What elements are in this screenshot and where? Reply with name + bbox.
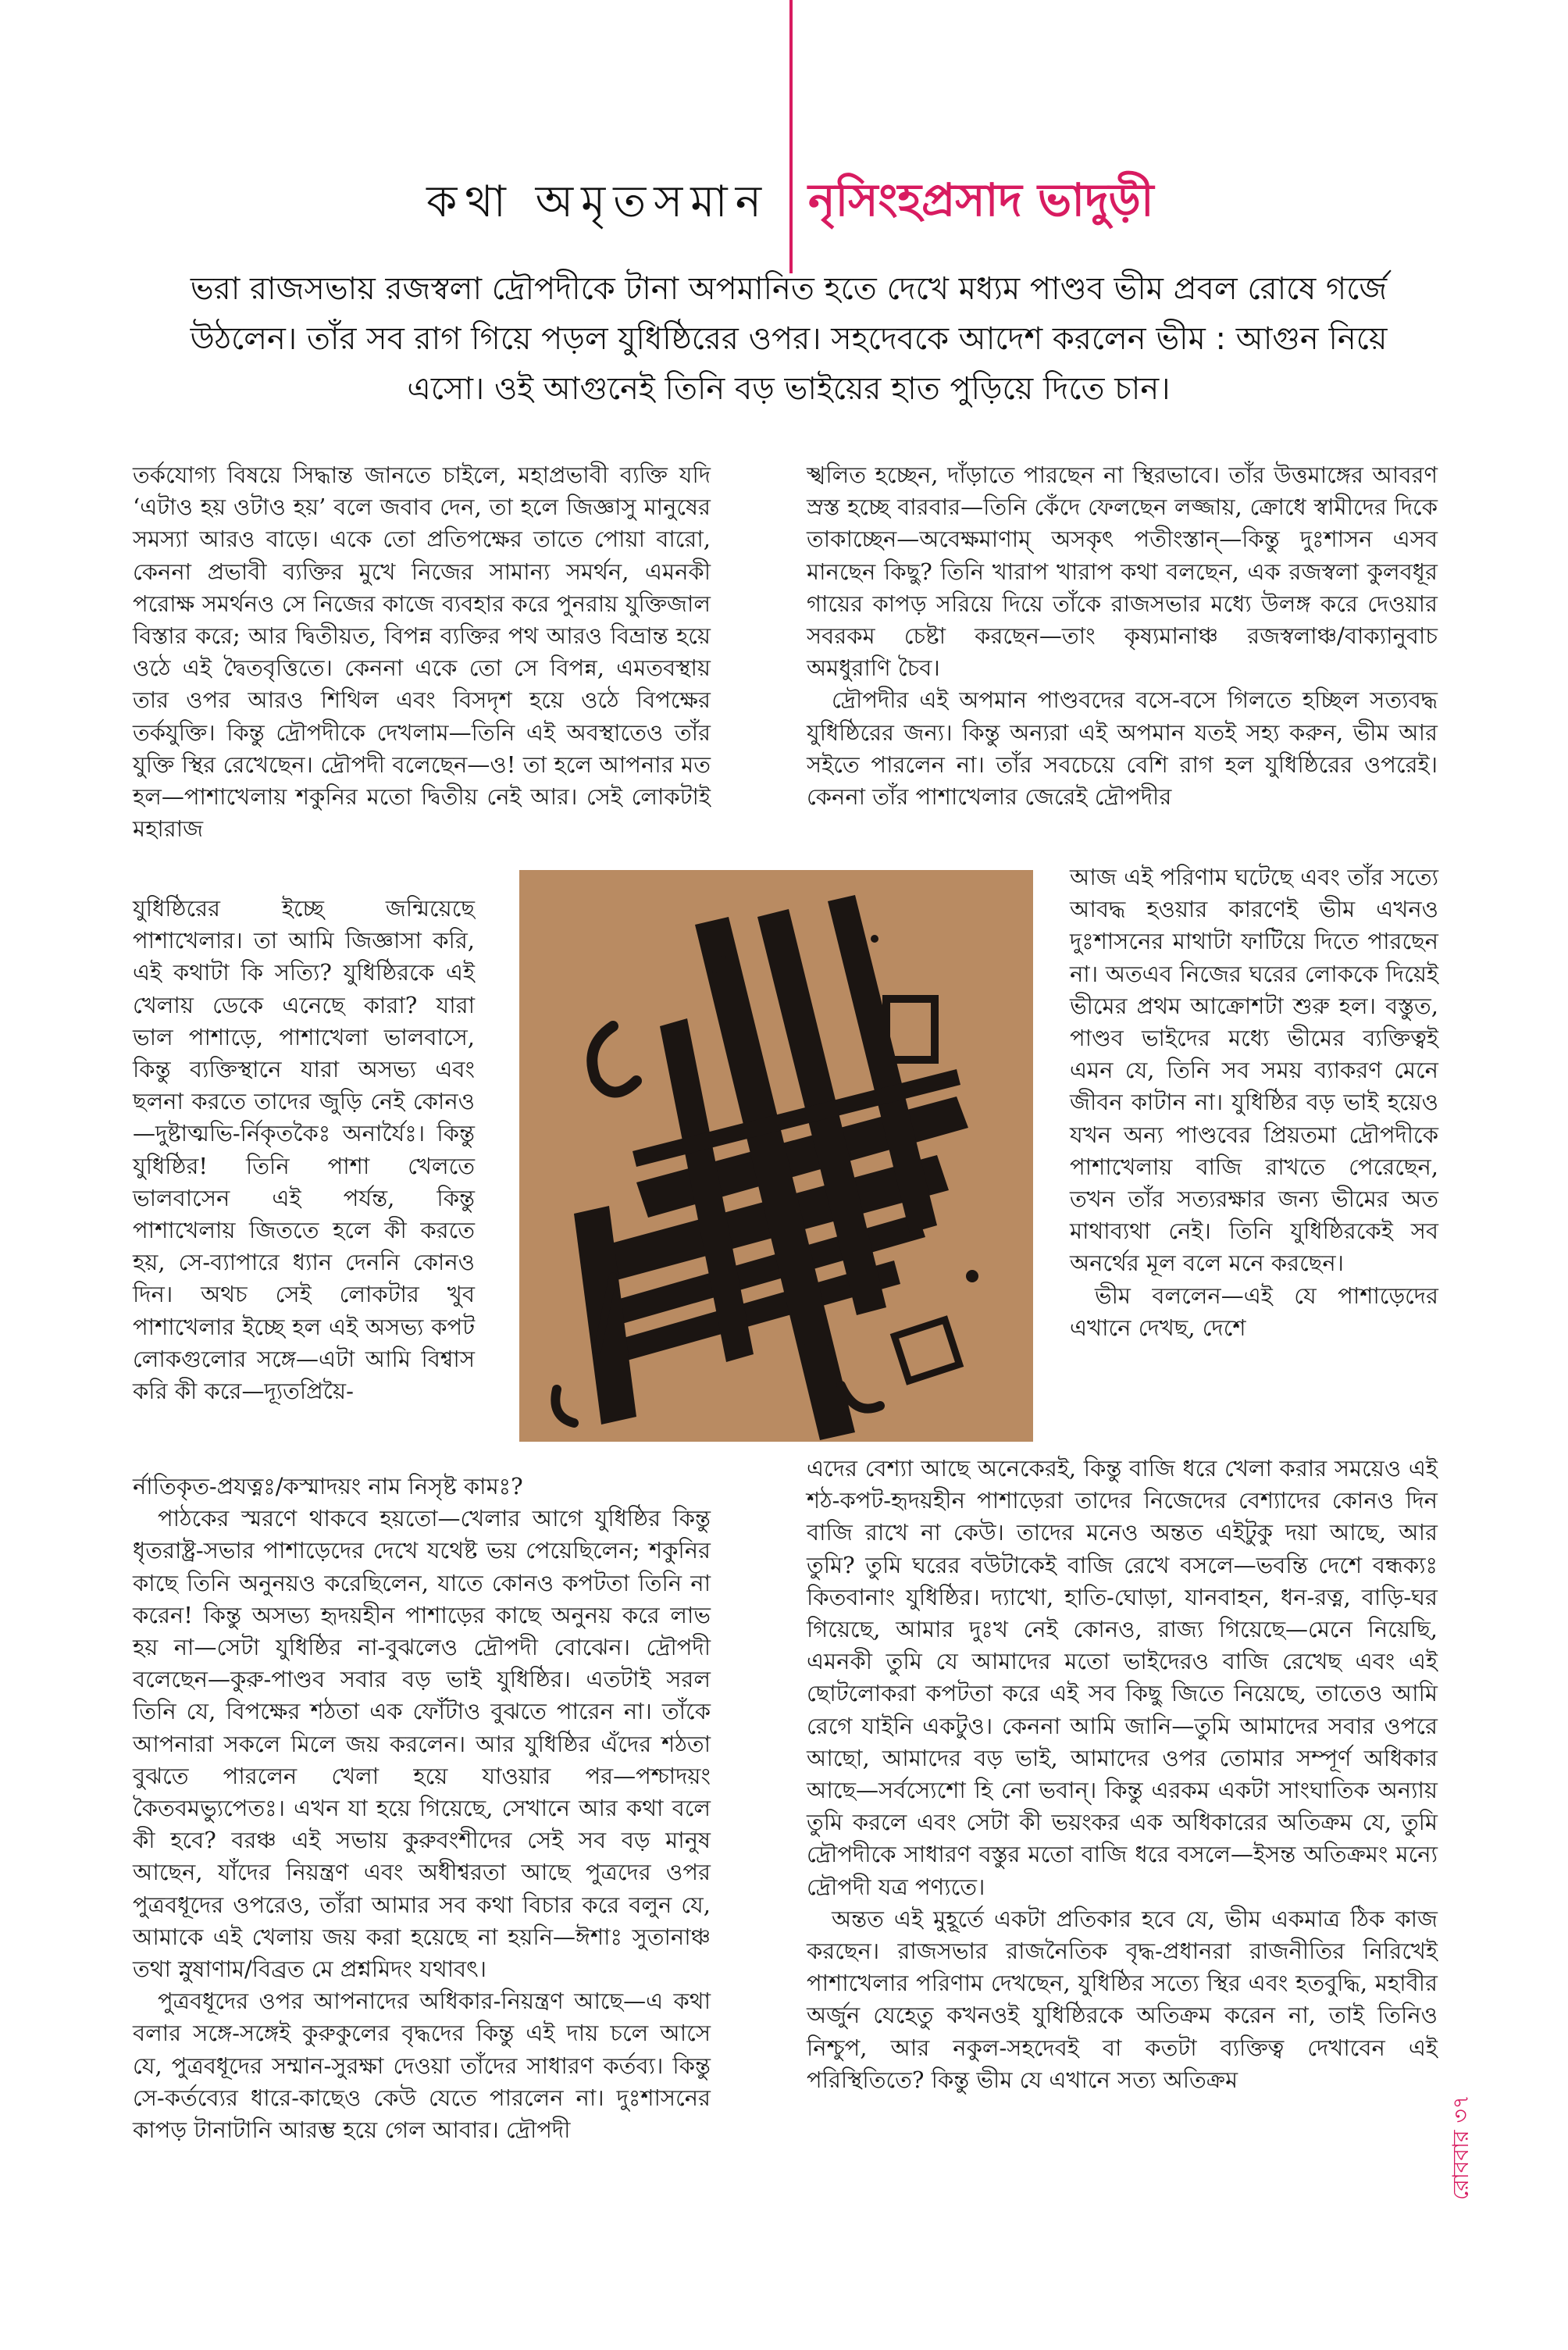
column-right-top <box>807 459 1438 813</box>
folio: রোববার ৩৭ <box>1448 2095 1474 2201</box>
paragraph: স্খলিত হচ্ছেন, দাঁড়াতে পারছেন না স্থিরভাবে। তাঁর উত্তমাঙ্গের আবরণ স্রস্ত হচ্ছে বারবার—তিনি কেঁদে ফেলছেন লজ্জায়, ক্রোধে স্বামীদের দিকে তাকাচ্ছেন—অবেক্ষমাণাম্ অসকৃৎ পতীংস্তান্—কিন্তু দুঃশাসন এসব মানছেন কিছু? তিনি খারাপ খারাপ কথা বলছেন, এক রজস্বলা কুলবধূর গায়ের কাপড় সরিয়ে দিয়ে তাঁকে রাজসভার মধ্যে উলঙ্গ করে দেওয়ার সবরকম চেষ্টা করছেন—তাং কৃষ্যমানাঞ্চ রজস্বলাঞ্চ/বাক্যানুবাচ অমধুরাণি চৈব। <box>807 462 1438 682</box>
paragraph: ভীম বললেন—এই যে পাশাড়েদের এখানে দেখছ, দেশে <box>1070 1282 1438 1341</box>
header-divider <box>789 0 793 273</box>
paragraph: দ্রৌপদীর এই অপমান পাণ্ডবদের বসে-বসে গিলতে হচ্ছিল সত্যবদ্ধ যুধিষ্ঠিরের জন্য। কিন্তু অন্যরা এই অপমান যতই সহ্য করুন, ভীম আর সইতে পারলেন না। তাঁর সবচেয়ে বেশি রাগ হল যুধিষ্ঠিরের ওপরেই। কেননা তাঁর পাশাখেলার জেরেই দ্রৌপদীর <box>807 686 1438 811</box>
paragraph: এদের বেশ্যা আছে অনেকেরই, কিন্তু বাজি ধরে খেলা করার সময়েও এই শঠ-কপট-হৃদয়হীন পাশাড়েরা তাদের নিজেদের বেশ্যাদের কোনও দিন বাজি রাখে না কেউ। তাদের মনেও অন্তত এইটুকু দয়া আছে, আর তুমি? তুমি ঘরের বউটাকেই বাজি রেখে বসলে—ভবন্তি দেশে বন্ধক্যঃ কিতবানাং যুধিষ্ঠির। দ্যাখো, হাতি-ঘোড়া, যানবাহন, ধন-রত্ন, বাড়ি-ঘর গিয়েছে, আমার দুঃখ নেই কোনও, রাজ্য গিয়েছে—মেনে নিয়েছি, এমনকী তুমি যে আমাদের মতো ভাইদেরও বাজি রেখেছ এবং এই ছোটলোকরা কপটতা করে এই সব কিছু জিতে নিয়েছে, তাতেও আমি রেগে যাইনি একটুও। কেননা আমি জানি—তুমি আমাদের সবার ওপরে আছো, আমাদের বড় ভাই, আমাদের ওপর তোমার সম্পূর্ণ অধিকার আছে—সর্বস্যেশো হি নো ভবান্। কিন্তু এরকম একটা সাংঘাতিক অন্যায় তুমি করলে এবং সেটা কী ভয়ংকর এক অধিকারের অতিক্রম যে, তুমি দ্রৌপদীকে সাধারণ বস্তুর মতো বাজি ধরে বসলে—ইসন্ত অতিক্রমং মন্যে দ্রৌপদী যত্র পণ্যতে। <box>807 1455 1438 1900</box>
pasha-board-illustration <box>519 870 1033 1442</box>
column-left-wrap <box>133 893 475 1407</box>
author-name: নৃসিংহপ্রসাদ ভাদুড়ী <box>808 173 1154 226</box>
paragraph: র্নাতিকৃত-প্রযত্নঃ/কস্মাদয়ং নাম নিসৃষ্ট কামঃ? <box>133 1473 523 1500</box>
column-left-bottom <box>133 1471 711 2146</box>
paragraph: আজ এই পরিণাম ঘটেছে এবং তাঁর সত্যে আবদ্ধ হওয়ার কারণেই ভীম এখনও দুঃশাসনের মাথাটা ফাটিয়ে দিতে পারছেন না। অতএব নিজের ঘরের লোককে দিয়েই ভীমের প্রথম আক্রোশটা শুরু হল। বস্তুত, পাণ্ডব ভাইদের মধ্যে ভীমের ব্যক্তিত্বই এমন যে, তিনি সব সময় ব্যাকরণ মেনে জীবন কাটান না। যুধিষ্ঠির বড় ভাই হয়েও যখন অন্য পাণ্ডবের প্রিয়তমা দ্রৌপদীকে পাশাখেলায় বাজি রাখতে পেরেছেন, তখন তাঁর সত্যরক্ষার জন্য ভীমের অত মাথাব্যথা নেই। তিনি যুধিষ্ঠিরকেই সব অনর্থের মূল বলে মনে করছেন। <box>1070 864 1438 1277</box>
paragraph: যুধিষ্ঠিরের ইচ্ছে জন্মিয়েছে পাশাখেলার। তা আমি জিজ্ঞাসা করি, এই কথাটা কি সত্যি? যুধিষ্ঠিরকে এই খেলায় ডেকে এনেছে কারা? যারা ভাল পাশাড়ে, পাশাখেলা ভালবাসে, কিন্তু ব্যক্তিস্থানে যারা অসভ্য এবং ছলনা করতে তাদের জুড়ি নেই কোনও—দুষ্টাত্মভি-র্নিকৃতকৈঃ অনার্যৈঃ। কিন্তু যুধিষ্ঠির! তিনি পাশা খেলতে ভালবাসেন এই পর্যন্ত, কিন্তু পাশাখেলায় জিততে হলে কী করতে হয়, সে-ব্যাপারে ধ্যান দেননি কোনও দিন। অথচ সেই লোকটার খুব পাশাখেলার ইচ্ছে হল এই অসভ্য কপট লোকগুলোর সঙ্গে—এটা আমি বিশ্বাস করি কী করে—দ্যূতপ্রিয়ৈ- <box>133 895 475 1405</box>
column-right-wrap <box>1070 861 1438 1344</box>
paragraph: তর্কযোগ্য বিষয়ে সিদ্ধান্ত জানতে চাইলে, মহাপ্রভাবী ব্যক্তি যদি ‘এটাও হয় ওটাও হয়’ বলে জবাব দেন, তা হলে জিজ্ঞাসু মানুষের সমস্যা আরও বাড়ে। একে তো প্রতিপক্ষের তাতে পোয়া বারো, কেননা প্রভাবী ব্যক্তির মুখে নিজের সামান্য সমর্থন, এমনকী পরোক্ষ সমর্থনও সে নিজের কাজে ব্যবহার করে পুনরায় যুক্তিজাল বিস্তার করে; আর দ্বিতীয়ত, বিপন্ন ব্যক্তির পথ আরও বিভ্রান্ত হয়ে ওঠে এই দ্বৈতবৃত্তিতে। কেননা একে তো সে বিপন্ন, এমতবস্থায় তার ওপর আরও শিথিল এবং বিসদৃশ হয়ে ওঠে বিপক্ষের তর্কযুক্তি। কিন্তু দ্রৌপদীকে দেখলাম—তিনি এই অবস্থাতেও তাঁর যুক্তি স্থির রেখেছেন। দ্রৌপদী বলেছেন—ও! তা হলে আপনার মত হল—পাশাখেলায় শকুনির মতো দ্বিতীয় নেই আর। সেই লোকটাই মহারাজ <box>133 462 711 843</box>
paragraph: পাঠকের স্মরণে থাকবে হয়তো—খেলার আগে যুধিষ্ঠির কিন্তু ধৃতরাষ্ট্র-সভার পাশাড়েদের দেখে যথেষ্ট ভয় পেয়েছিলেন; শকুনির কাছে তিনি অনুনয়ও করেছিলেন, যাতে কোনও কপটতা তিনি না করেন! কিন্তু অসভ্য হৃদয়হীন পাশাড়ের কাছে অনুনয় করে লাভ হয় না—সেটা যুধিষ্ঠির না-বুঝলেও দ্রৌপদী বোঝেন। দ্রৌপদী বলেছেন—কুরু-পাণ্ডব সবার বড় ভাই যুধিষ্ঠির। এতটাই সরল তিনি যে, বিপক্ষের শঠতা এক ফোঁটাও বুঝতে পারেন না। তাঁকে আপনারা সকলে মিলে জয় করলেন। আর যুধিষ্ঠির এঁদের শঠতা বুঝতে পারলেন খেলা হয়ে যাওয়ার পর—পশ্চাদয়ং কৈতবমভ্যুপেতঃ। এখন যা হয়ে গিয়েছে, সেখানে আর কথা বলে কী হবে? বরঞ্চ এই সভায় কুরুবংশীদের সেই সব বড় মানুষ আছেন, যাঁদের নিয়ন্ত্রণ এবং অধীশ্বরতা আছে পুত্রদের ওপর পুত্রবধূদের ওপরেও, তাঁরা আমার সব কথা বিচার করে বলুন যে, আমাকে এই খেলায় জয় করা হয়েছে না হয়নি—ঈশাঃ সুতানাঞ্চ তথা স্নুষাণাম/বিব্রত মে প্রশ্নমিদং যথাবৎ। <box>133 1505 711 1983</box>
standfirst: ভরা রাজসভায় রজস্বলা দ্রৌপদীকে টানা অপমানিত হতে দেখে মধ্যম পাণ্ডব ভীম প্রবল রোষে গর্জে উঠলেন। তাঁর সব রাগ গিয়ে পড়ল যুধিষ্ঠিরের ওপর। সহদেবকে আদেশ করলেন ভীম : আগুন নিয়ে এসো। ওই আগুনেই তিনি বড় ভাইয়ের হাত পুড়িয়ে দিতে চান। <box>190 271 1388 407</box>
series-title: কথা অমৃতসমান <box>426 177 769 227</box>
column-right-bottom <box>807 1453 1438 2096</box>
dice-board-artwork <box>519 870 1033 1442</box>
paragraph: অন্তত এই মুহূর্তে একটা প্রতিকার হবে যে, ভীম একমাত্র ঠিক কাজ করছেন। রাজসভার রাজনৈতিক বৃদ্ধ-প্রধানরা রাজনীতির নিরিখেই পাশাখেলার পরিণাম দেখছেন, যুধিষ্ঠির সত্যে স্থির এবং হতবুদ্ধি, মহাবীর অর্জুন যেহেতু কখনওই যুধিষ্ঠিরকে অতিক্রম করেন না, তাই তিনিও নিশ্চুপ, আর নকুল-সহদেবই বা কতটা ব্যক্তিত্ব দেখাবেন এই পরিস্থিতিতে? কিন্তু ভীম যে এখানে সত্য অতিক্রম <box>807 1905 1438 2093</box>
paragraph: পুত্রবধূদের ওপর আপনাদের অধিকার-নিয়ন্ত্রণ আছে—এ কথা বলার সঙ্গে-সঙ্গেই কুরুকুলের বৃদ্ধদের কিন্তু এই দায় চলে আসে যে, পুত্রবধূদের সম্মান-সুরক্ষা দেওয়া তাঁদের সাধারণ কর্তব্য। কিন্তু সে-কর্তব্যের ধারে-কাছেও কেউ যেতে পারলেন না। দুঃশাসনের কাপড় টানাটানি আরম্ভ হয়ে গেল আবার। দ্রৌপদী <box>133 1988 711 2144</box>
column-left-top <box>133 459 711 845</box>
